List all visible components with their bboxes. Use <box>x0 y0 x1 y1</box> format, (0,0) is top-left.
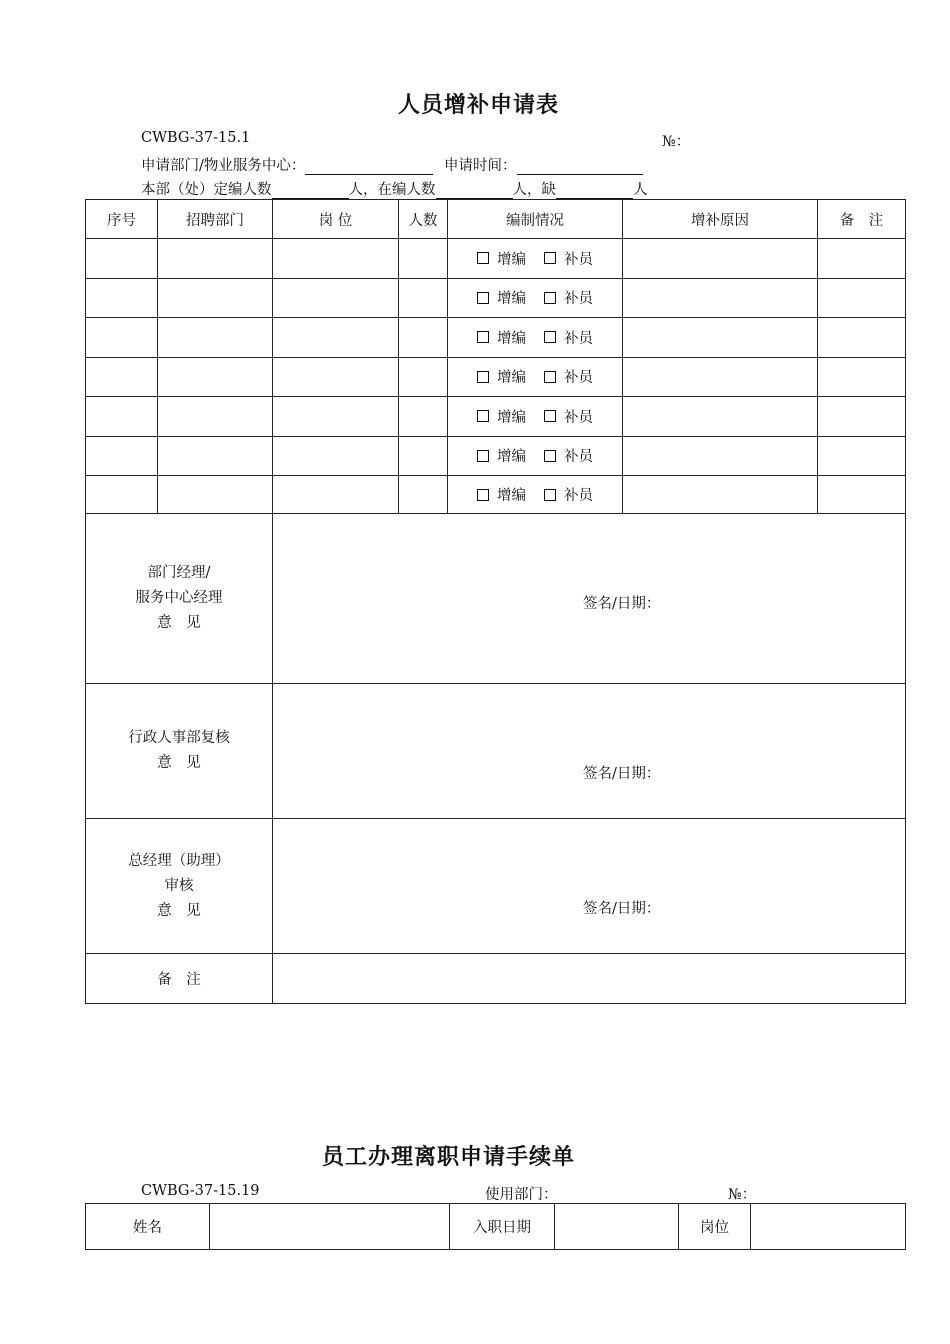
quota-suffix: 人 <box>633 182 648 198</box>
option-add[interactable] <box>477 287 526 308</box>
position-cell[interactable] <box>273 476 399 514</box>
approval-opinion-field[interactable] <box>273 819 906 954</box>
approval-label <box>86 514 273 684</box>
form1-dept-row <box>141 154 643 175</box>
table-row <box>86 278 906 318</box>
table-row <box>86 476 906 514</box>
option-fill[interactable] <box>544 248 593 269</box>
quota-prefix: 本部（处）定编人数 <box>141 182 272 198</box>
form2-title: 员工办理离职申请手续单 <box>322 1144 576 1170</box>
dept-cell[interactable] <box>158 476 273 514</box>
approval-row-general-manager <box>86 819 906 954</box>
option-fill-label: 补员 <box>564 330 593 347</box>
staffed-field[interactable] <box>436 182 513 199</box>
approval-row-dept-manager <box>86 514 906 684</box>
form1-number-label: №： <box>662 134 691 150</box>
approval-opinion-field[interactable] <box>273 684 906 819</box>
checkbox-icon[interactable] <box>544 292 556 304</box>
form1-code: CWBG-37-15.1 <box>141 130 251 146</box>
staffing-cell <box>448 318 623 358</box>
name-label: 姓名 <box>86 1204 210 1250</box>
option-fill[interactable] <box>544 366 593 387</box>
header-staffing: 编制情况 <box>448 200 623 239</box>
quota-mid1: 人，在编人数 <box>348 182 436 198</box>
option-add[interactable] <box>477 366 526 387</box>
remark-cell[interactable] <box>818 397 906 437</box>
resignation-table <box>85 1203 906 1250</box>
approval-opinion-field[interactable] <box>273 514 906 684</box>
position-cell[interactable] <box>273 436 399 476</box>
option-add-label: 增编 <box>497 409 526 426</box>
reason-cell[interactable] <box>623 357 818 397</box>
hire-date-field[interactable] <box>555 1204 679 1250</box>
count-cell[interactable] <box>399 278 448 318</box>
count-cell[interactable] <box>399 318 448 358</box>
form2-code: CWBG-37-15.19 <box>141 1183 260 1199</box>
option-add-label: 增编 <box>497 251 526 268</box>
count-cell[interactable] <box>399 476 448 514</box>
recruitment-table <box>85 199 906 1004</box>
checkbox-icon[interactable] <box>544 450 556 462</box>
form1-title: 人员增补申请表 <box>398 92 560 118</box>
time-label: 申请时间： <box>444 158 517 174</box>
approval-label-line: 总经理（助理） <box>128 852 230 869</box>
option-fill[interactable] <box>544 287 593 308</box>
shortage-field[interactable] <box>556 182 633 199</box>
dept-cell[interactable] <box>158 357 273 397</box>
position-cell[interactable] <box>273 278 399 318</box>
index-cell[interactable] <box>86 239 158 279</box>
position-cell[interactable] <box>273 357 399 397</box>
index-cell[interactable] <box>86 278 158 318</box>
time-field[interactable] <box>517 158 643 175</box>
approval-label <box>86 819 273 954</box>
option-add[interactable] <box>477 484 526 505</box>
checkbox-icon[interactable] <box>477 371 489 383</box>
quota-mid2: 人，缺 <box>512 182 556 198</box>
option-add[interactable] <box>477 248 526 269</box>
dept-label: 申请部门/物业服务中心： <box>141 158 306 174</box>
remark-cell[interactable] <box>818 357 906 397</box>
reason-cell[interactable] <box>623 239 818 279</box>
option-add-label: 增编 <box>497 330 526 347</box>
dept-cell[interactable] <box>158 436 273 476</box>
option-add[interactable] <box>477 445 526 466</box>
index-cell[interactable] <box>86 436 158 476</box>
count-cell[interactable] <box>399 436 448 476</box>
position-cell[interactable] <box>273 397 399 437</box>
table-row <box>86 239 906 279</box>
remark-label: 备 注 <box>86 954 273 1004</box>
dept-cell[interactable] <box>158 278 273 318</box>
count-cell[interactable] <box>399 397 448 437</box>
header-remark: 备 注 <box>818 200 906 239</box>
option-add-label: 增编 <box>497 449 526 466</box>
reason-cell[interactable] <box>623 476 818 514</box>
remark-field[interactable] <box>273 954 906 1004</box>
remark-cell[interactable] <box>818 436 906 476</box>
option-add[interactable] <box>477 327 526 348</box>
staffing-cell <box>448 278 623 318</box>
reason-cell[interactable] <box>623 318 818 358</box>
position-cell[interactable] <box>273 318 399 358</box>
count-cell[interactable] <box>399 357 448 397</box>
reason-cell[interactable] <box>623 278 818 318</box>
remark-cell[interactable] <box>818 278 906 318</box>
table-header-row <box>86 200 906 239</box>
signature-date-label: 签名/日期： <box>583 766 661 782</box>
approval-row-hr-review <box>86 684 906 819</box>
hire-date-label: 入职日期 <box>450 1204 555 1250</box>
form2-dept-label: 使用部门： <box>485 1187 558 1203</box>
option-fill-label: 补员 <box>564 488 593 504</box>
checkbox-icon[interactable] <box>477 450 489 462</box>
option-fill-label: 补员 <box>564 291 593 308</box>
header-position: 岗 位 <box>273 200 399 239</box>
approval-label-line: 意 见 <box>157 755 201 771</box>
option-fill[interactable] <box>544 484 593 505</box>
count-cell[interactable] <box>399 239 448 279</box>
option-fill[interactable] <box>544 445 593 466</box>
index-cell[interactable] <box>86 318 158 358</box>
position-cell[interactable] <box>273 239 399 279</box>
position-field[interactable] <box>751 1204 906 1250</box>
table-row <box>86 357 906 397</box>
name-field[interactable] <box>210 1204 450 1250</box>
approval-label-line: 行政人事部复核 <box>128 730 230 746</box>
signature-date-label: 签名/日期： <box>583 901 661 917</box>
table-row <box>86 436 906 476</box>
approval-label <box>86 684 273 819</box>
resignation-info-row <box>86 1204 906 1250</box>
position-label: 岗位 <box>679 1204 751 1250</box>
approval-label-line: 审核 <box>164 877 194 894</box>
checkbox-icon[interactable] <box>544 410 556 422</box>
approval-label-line: 意 见 <box>157 902 201 919</box>
dept-cell[interactable] <box>158 397 273 437</box>
index-cell[interactable] <box>86 357 158 397</box>
dept-cell[interactable] <box>158 318 273 358</box>
staffing-cell <box>448 476 623 514</box>
checkbox-icon[interactable] <box>477 489 489 501</box>
index-cell[interactable] <box>86 397 158 437</box>
remark-cell[interactable] <box>818 318 906 358</box>
checkbox-icon[interactable] <box>477 252 489 264</box>
checkbox-icon[interactable] <box>544 371 556 383</box>
option-fill-label: 补员 <box>564 251 593 268</box>
staffing-cell <box>448 239 623 279</box>
option-fill[interactable] <box>544 327 593 348</box>
table-row <box>86 397 906 437</box>
option-add-label: 增编 <box>497 370 526 387</box>
dept-cell[interactable] <box>158 239 273 279</box>
index-cell[interactable] <box>86 476 158 514</box>
staffing-cell <box>448 436 623 476</box>
remark-row <box>86 954 906 1004</box>
option-fill-label: 补员 <box>564 449 593 466</box>
signature-date-label: 签名/日期： <box>583 596 661 612</box>
approval-label-line: 意 见 <box>157 615 201 631</box>
checkbox-icon[interactable] <box>544 489 556 501</box>
checkbox-icon[interactable] <box>477 331 489 343</box>
approval-label-line: 部门经理/ <box>147 565 211 581</box>
form2-number-label: №： <box>728 1187 757 1203</box>
header-count: 人数 <box>399 200 448 239</box>
remark-cell[interactable] <box>818 476 906 514</box>
header-reason: 增补原因 <box>623 200 818 239</box>
option-fill-label: 补员 <box>564 409 593 426</box>
staffing-cell <box>448 397 623 437</box>
quota-field[interactable] <box>272 182 349 199</box>
dept-field[interactable] <box>305 158 433 175</box>
option-add-label: 增编 <box>497 488 526 504</box>
option-fill[interactable] <box>544 406 593 427</box>
header-dept: 招聘部门 <box>158 200 273 239</box>
reason-cell[interactable] <box>623 436 818 476</box>
checkbox-icon[interactable] <box>477 410 489 422</box>
remark-cell[interactable] <box>818 239 906 279</box>
checkbox-icon[interactable] <box>544 331 556 343</box>
option-add-label: 增编 <box>497 291 526 308</box>
checkbox-icon[interactable] <box>544 252 556 264</box>
approval-label-line: 服务中心经理 <box>135 590 223 606</box>
reason-cell[interactable] <box>623 397 818 437</box>
checkbox-icon[interactable] <box>477 292 489 304</box>
table-row <box>86 318 906 358</box>
header-index: 序号 <box>86 200 158 239</box>
option-fill-label: 补员 <box>564 370 593 387</box>
staffing-cell <box>448 357 623 397</box>
option-add[interactable] <box>477 406 526 427</box>
form1-quota-row <box>141 178 648 199</box>
